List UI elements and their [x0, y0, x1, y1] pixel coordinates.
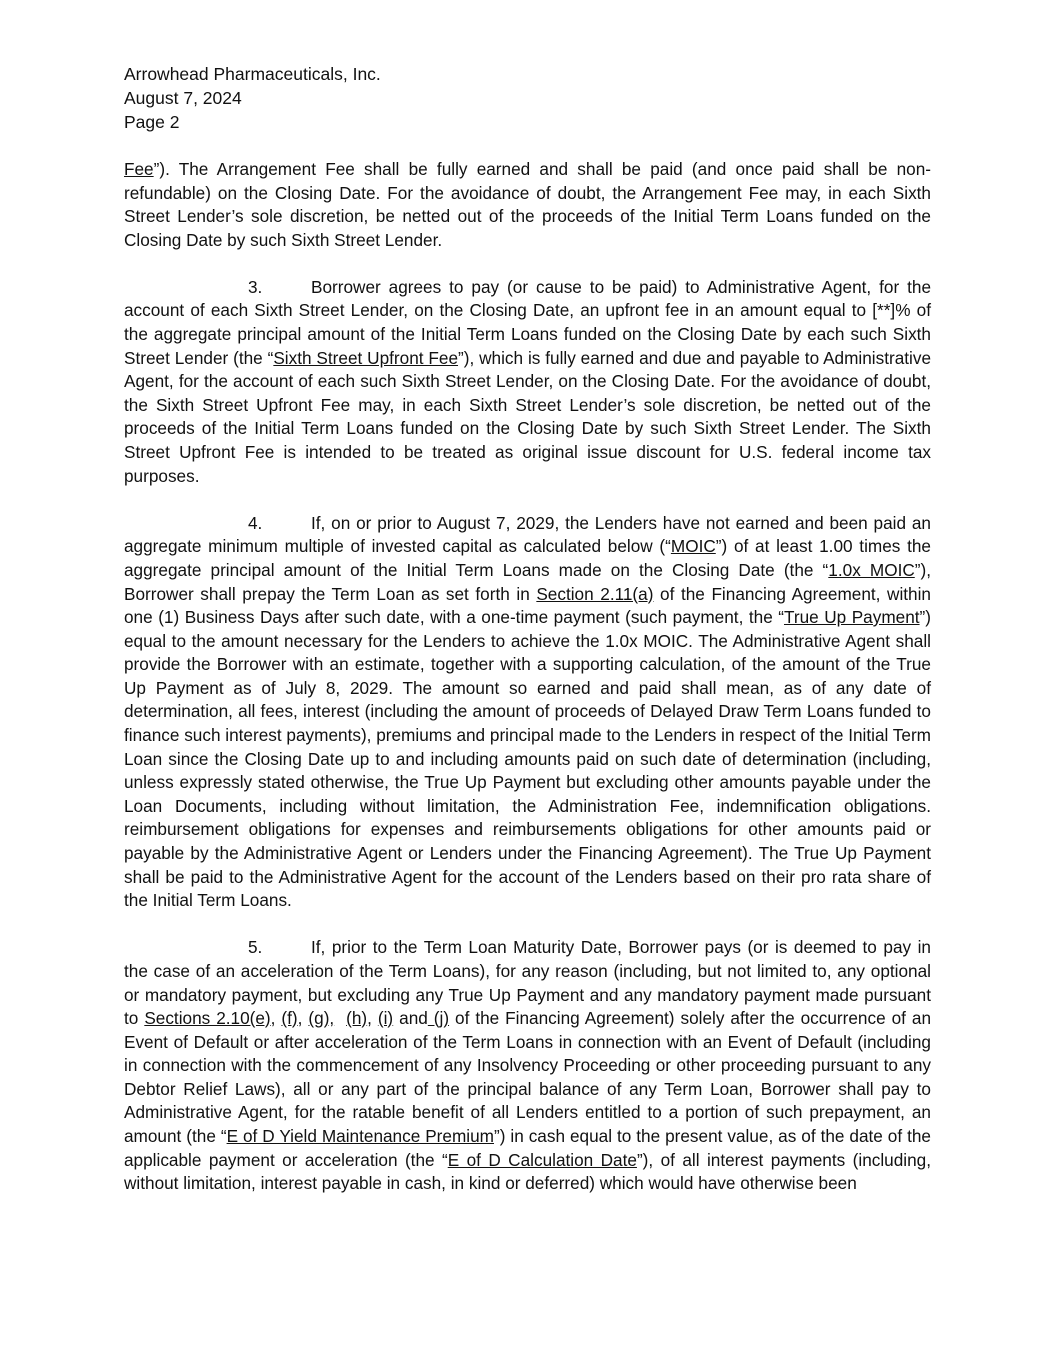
page-number: Page 2	[124, 112, 180, 132]
defined-term-e-of-d-calculation-date: E of D Calculation Date	[447, 1149, 637, 1170]
paragraph-3-upfront-fee: 3. Borrower agrees to pay (or cause to be paid) to Administrative Agent, for the account of each Sixth Street Lender, on the Closing Date, an upfront fee in an amount equal to [**]% of the aggregate principal amount of the Initial Term Loans funded on the Closing Date by each such Sixth Street Lender (the “Sixth Street Upfront Fee”), which is fully earned and due and payable to Administrative Agent, for the account of each such Sixth Street Lender, on the Closing Date. For the avoidance of doubt, the Sixth Street Upfront Fee may, in each Sixth Street Lender’s sole discretion, be netted out of the proceeds of the Initial Term Loans funded on the Closing Date by such Sixth Street Lender. The Sixth Street Upfront Fee is intended to be treated as original issue discount for U.S. federal income tax purposes.	[124, 276, 932, 486]
paragraph-5-yield-maintenance: 5. If, prior to the Term Loan Maturity Date, Borrower pays (or is deemed to pay in the case of an acceleration of the Term Loans), for any reason (including, but not limited to, any optional or mandatory payment, but excluding any True Up Payment and any mandatory payment made pursuant to Sections 2.10(e), (f), (g), (h), (i) and (j) of the Financing Agreement) solely after the occurrence of an Event of Default or after acceleration of the Term Loans in connection with an Event of Default (including in connection with the commencement of any Insolvency Proceeding or other proceeding pursuant to any Debtor Relief Laws), all or any part of the principal balance of any Term Loan, Borrower shall pay to Administrative Agent, for the ratable benefit of all Lenders entitled to a portion of such prepayment, an amount (the “E of D Yield Maintenance Premium”) in cash equal to the present value, as of the date of the applicable payment or acceleration (the “E of D Calculation Date”), of all interest payments (including, without limitation, interest payable in cash, in kind or deferred) which would have otherwise been	[124, 937, 932, 1194]
section-reference-j: (j)	[427, 1008, 450, 1029]
defined-term-sixth-street-upfront-fee: Sixth Street Upfront Fee	[273, 347, 459, 368]
paragraph-4-true-up-payment: 4. If, on or prior to August 7, 2029, the Lenders have not earned and been paid an aggregate minimum multiple of invested capital as calculated below (“MOIC”) of at least 1.00 times the aggregate principal amount of the Initial Term Loans made on the Closing Date (the “1.0x MOIC”), Borrower shall prepay the Term Loan as set forth in Section 2.11(a) of the Financing Agreement, within one (1) Business Days after such date, with a one-time payment (such payment, the “True Up Payment”) equal to the amount necessary for the Lenders to achieve the 1.0x MOIC. The Administrative Agent shall provide the Borrower with an estimate, together with a supporting calculation, of the amount of the True Up Payment as of July 8, 2029. The amount so earned and paid shall mean, as of any date of determination, all fees, interest (including the amount of proceeds of Delayed Draw Term Loans funded to finance such interest payments), premiums and principal made to the Lenders in respect of the Initial Term Loan since the Closing Date up to and including amounts paid on such date of determination (including, unless expressly stated otherwise, the True Up Payment but excluding other amounts payable under the Loan Documents, including without limitation, the Administration Fee, indemnification obligations. reimbursement obligations for expenses and reimbursements obligations for other amounts paid or payable by the Administrative Agent or Lenders under the Financing Agreement). The True Up Payment shall be paid to the Administrative Agent for the account of the Lenders based on their pro rata share of the Initial Term Loans.	[124, 512, 931, 911]
paragraph-number: 5.	[248, 937, 263, 958]
defined-term-e-of-d-yield-maintenance-premium: E of D Yield Maintenance Premium	[226, 1126, 494, 1147]
paragraph-number: 3.	[248, 276, 263, 297]
letter-header	[124, 62, 931, 134]
paragraph-number: 4.	[248, 512, 263, 533]
section-reference-h: (h)	[346, 1008, 368, 1029]
letter-date: August 7, 2024	[124, 88, 242, 108]
defined-term-true-up-payment: True Up Payment	[784, 607, 920, 628]
section-reference-g: (g),	[308, 1008, 335, 1029]
document-page	[124, 62, 931, 1219]
paragraph-arrangement-fee-continued: Fee”). The Arrangement Fee shall be fully earned and shall be paid (and once paid shall be non-refundable) on the Closing Date. For the avoidance of doubt, the Arrangement Fee may, in each Sixth Street Lender’s sole discretion, be netted out of the proceeds of the Initial Term Loans funded on the Closing Date by such Sixth Street Lender.	[124, 159, 931, 250]
section-reference-2-10e: Sections 2.10(e)	[144, 1008, 271, 1029]
section-reference-i: (i)	[377, 1008, 394, 1029]
section-reference-2-11a: Section 2.11(a)	[536, 583, 654, 604]
defined-term-fee: Fee	[124, 159, 154, 179]
defined-term-1x-moic: 1.0x MOIC	[828, 559, 915, 580]
company-name: Arrowhead Pharmaceuticals, Inc.	[124, 64, 381, 84]
defined-term-moic: MOIC	[670, 536, 716, 557]
section-reference-f: (f)	[281, 1008, 298, 1029]
